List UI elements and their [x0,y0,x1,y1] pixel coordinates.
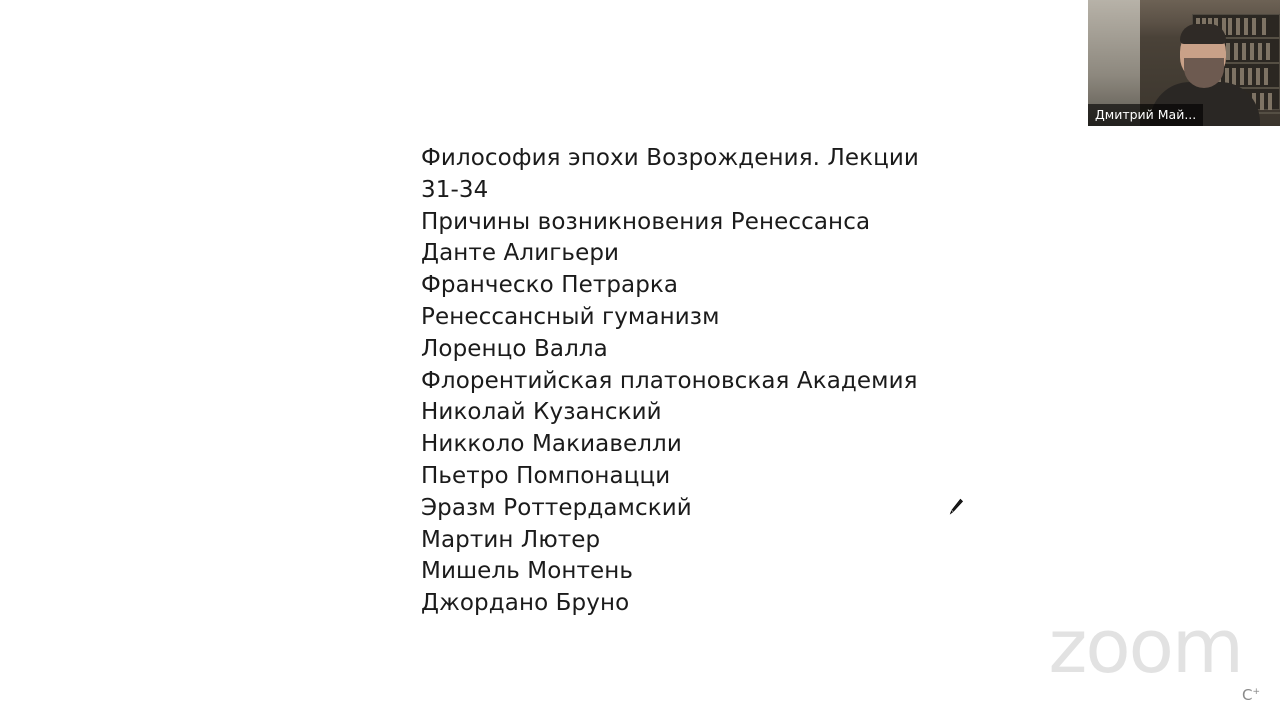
slide-line: Мишель Монтень [421,558,634,585]
slide-line: Флорентийская платоновская Академия [421,367,918,394]
recording-glyph-sup: + [1252,687,1261,697]
slide-line: Никколо Макиавелли [421,431,682,458]
slide-line: Лоренцо Валла [421,335,608,362]
slide-line: Пьетро Помпонацци [421,462,671,489]
participant-video-tile[interactable] [1088,0,1280,126]
slide-line: Философия эпохи Возрождения. Лекции [421,145,919,171]
slide-line: Эразм Роттердамский [421,494,692,521]
slide-line: 31-34 [421,176,489,203]
person-hair [1180,24,1226,44]
zoom-watermark: zoom [1048,604,1242,690]
slide-line: Мартин Лютер [421,526,601,553]
slide-line: Франческо Петрарка [421,272,679,299]
pen-cursor-icon [948,498,964,516]
slide-line: Данте Алигьери [421,240,620,267]
slide-line: Причины возникновения Ренессанса [421,208,871,235]
slide-line: Ренессансный гуманизм [421,303,720,330]
slide-line: Джордано Бруно [421,590,630,617]
slide-text-block [421,143,1121,620]
recording-indicator-icon [1240,682,1262,702]
participant-name-label: Дмитрий Май... [1088,104,1203,126]
slide-line: Николай Кузанский [421,399,662,426]
recording-glyph-letter: C [1241,686,1253,704]
